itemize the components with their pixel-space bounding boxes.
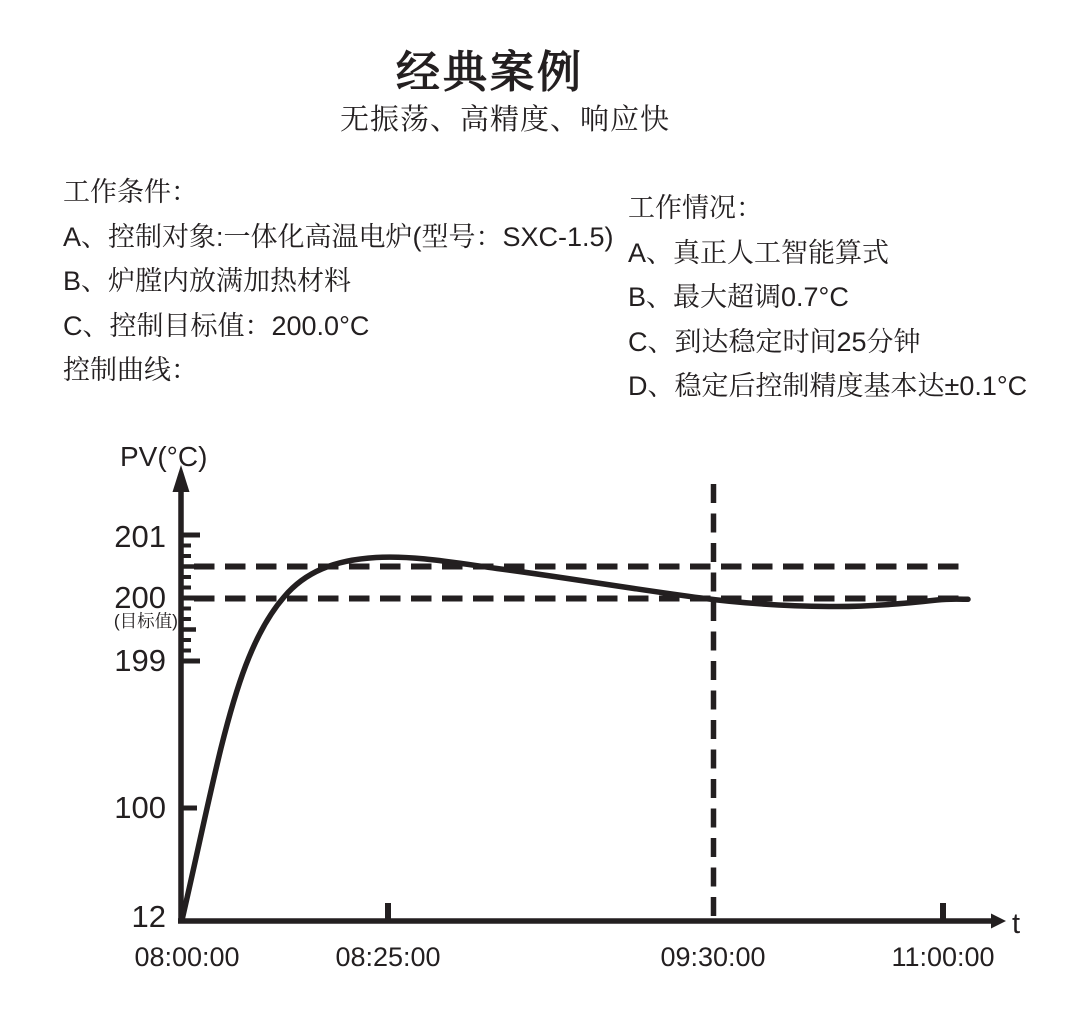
x-tick-label-09-30-00: 09:30:00 <box>660 942 766 972</box>
pv-curve <box>182 557 968 920</box>
y-tick-label-100: 100 <box>114 790 166 825</box>
y-tick-label-12: 12 <box>131 899 166 934</box>
work-results-heading: 工作情况： <box>628 193 763 223</box>
y-tick-label-200: 200 <box>114 580 166 615</box>
x-axis-title: t <box>1012 908 1021 940</box>
x-tick-label-08-25-00: 08:25:00 <box>335 942 441 972</box>
work-conditions-heading: 工作条件： <box>63 177 198 207</box>
work-results-item-b: B、最大超调0.7°C <box>628 282 849 312</box>
y-tick-label-199: 199 <box>114 643 166 678</box>
work-conditions-item-b: B、炉膛内放满加热材料 <box>63 266 352 296</box>
target-value-note: (目标值) <box>113 611 178 631</box>
work-results-item-a: A、真正人工智能算式 <box>628 237 890 268</box>
work-results-item-d: D、稳定后控制精度基本达±0.1°C <box>628 371 1028 401</box>
y-axis-tick-comb <box>181 535 200 808</box>
work-conditions-item-a: A、控制对象:一体化高温电炉(型号：SXC-1.5) <box>63 221 614 252</box>
y-tick-label-201: 201 <box>114 519 166 554</box>
work-conditions-item-c: C、控制目标值：200.0°C <box>63 310 370 341</box>
x-tick-label-08-00-00: 08:00:00 <box>134 942 240 972</box>
y-axis-title: PV(°C) <box>120 441 208 472</box>
x-tick-label-11-00-00: 11:00:00 <box>891 942 995 972</box>
page-subtitle: 无振荡、高精度、响应快 <box>339 104 670 136</box>
work-results-item-c: C、到达稳定时间25分钟 <box>628 326 921 357</box>
page-title: 经典案例 <box>396 48 584 97</box>
control-curve-label: 控制曲线： <box>63 355 198 385</box>
x-axis-arrow <box>991 914 1006 929</box>
